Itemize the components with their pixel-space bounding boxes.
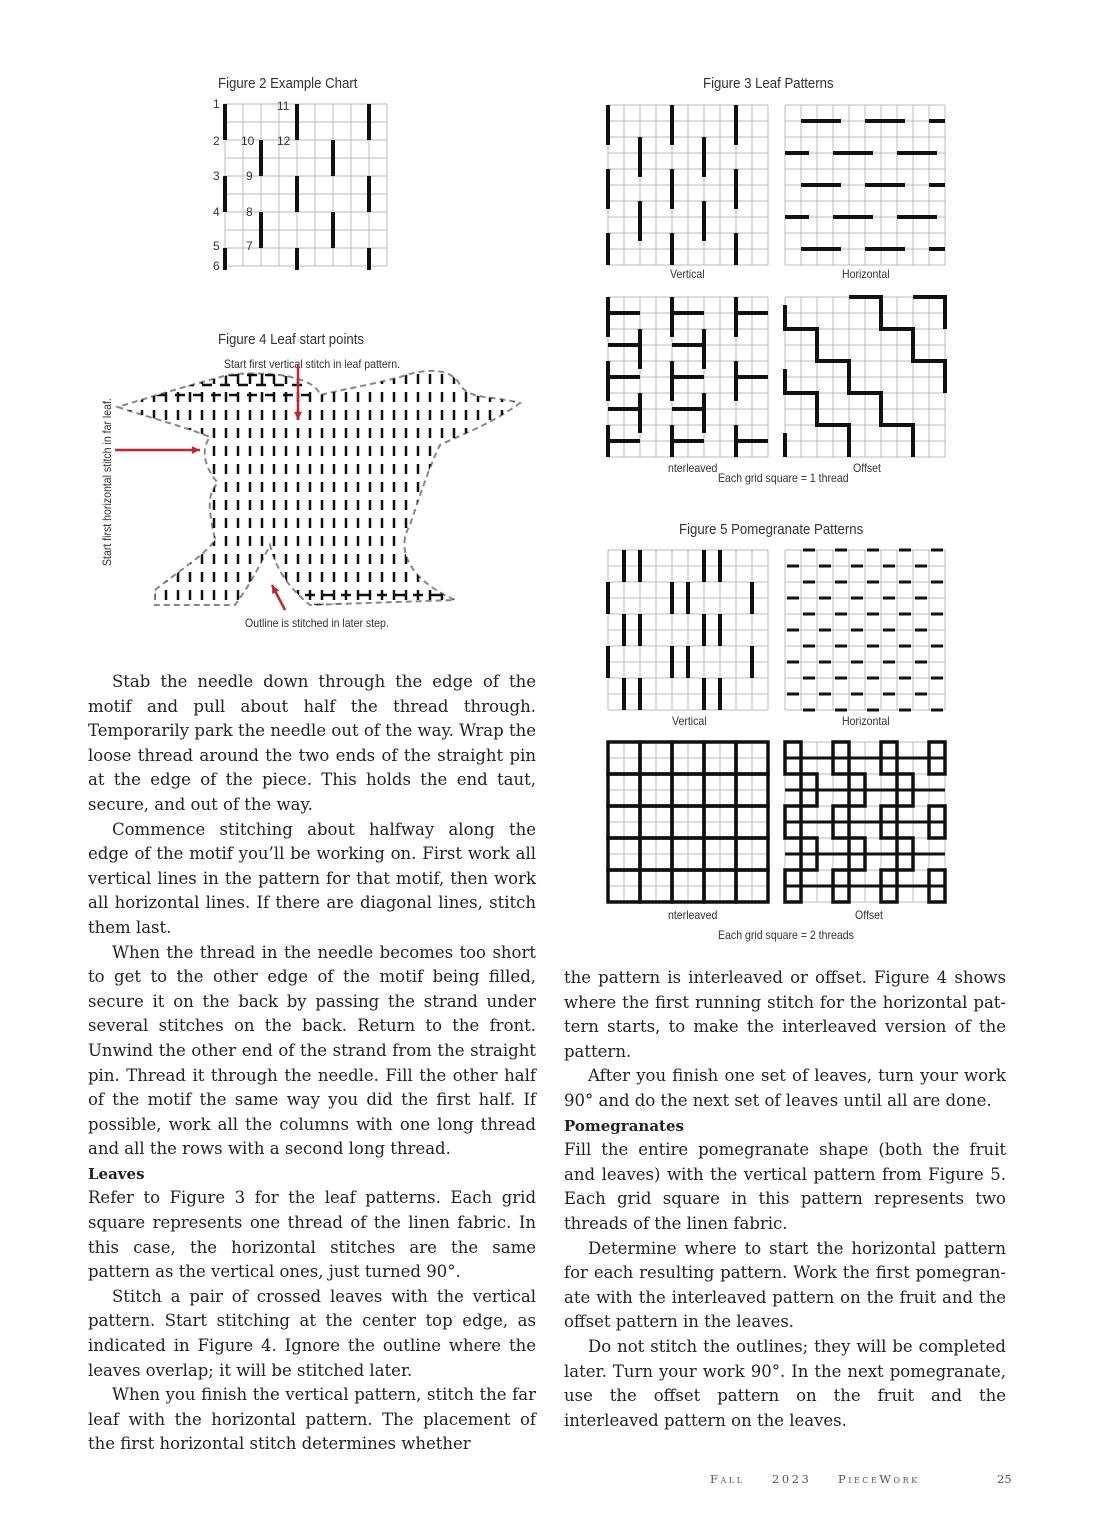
figure-5-label-offset: Offset	[855, 908, 883, 922]
paragraph: Stab the needle down through the edge of the motif and pull about half the thread through. Temporarily park the needle out of the way. Wrap the loose thread around the two ends of the straight pin at the edge of the piece. This holds the end taut, secure, and out of the way.	[88, 672, 536, 814]
chart-step-number: 4	[213, 205, 220, 219]
section-heading: Leaves	[88, 1164, 145, 1183]
paragraph: Do not stitch the outlines; they will be completed later. Turn your work 90°. In the next pomegranate, use the offset pattern on the fruit and the interleaved pattern on the leaves.	[564, 1336, 1006, 1430]
chart-step-number: 6	[213, 259, 220, 273]
chart-grid	[608, 550, 768, 710]
chart-step-number: 1	[213, 97, 220, 111]
figure-3-label-interleaved: nterleaved	[668, 461, 718, 475]
footer-season: Fall	[710, 1472, 745, 1486]
figure-2-caption: Figure 2 Example Chart	[218, 75, 358, 92]
left-text-column	[88, 670, 536, 1457]
chart-step-number: 3	[213, 169, 220, 183]
figure-4-caption: Figure 4 Leaf start points	[218, 331, 365, 348]
paragraph: Fill the entire pomegranate shape (both the fruit and leaves) with the vertical pattern from Figure 5. Each grid square in this pattern represents two threads of the linen fabric.	[564, 1140, 1006, 1233]
chart-step-number: 10	[241, 134, 255, 148]
footer-year: 2023	[772, 1472, 812, 1486]
figure-3-caption: Figure 3 Leaf Patterns	[703, 75, 834, 92]
figure-2-example-chart	[205, 96, 405, 296]
figure-3-label-offset: Offset	[853, 461, 881, 475]
paragraph: After you finish one set of leaves, turn your work 90° and do the next set of leaves until all are done.	[564, 1066, 1006, 1110]
figure-3-leaf-patterns	[603, 100, 953, 460]
footer-magazine: PieceWork	[838, 1472, 920, 1486]
figure-5-pomegranate-patterns	[603, 545, 953, 915]
figure-4-bottom-note: Outline is stitched in later step.	[245, 616, 389, 630]
chart-step-number: 5	[213, 239, 220, 253]
paragraph: When the thread in the needle becomes too short to get to the other edge of the motif being filled, secure it on the back by passing the strand under several stitches on the back. Return to the front. Unwind the other end of the strand from the straight pin. Thread it through the needle. Fill the other half of the motif the same way you did the first half. If possible, work all the columns with one long thread and all the rows with a second long thread.	[88, 942, 536, 1159]
footer-page-number: 25	[997, 1472, 1012, 1486]
figure-4-top-note: Start first vertical stitch in leaf pattern.	[224, 357, 401, 371]
paragraph: Commence stitching about halfway along the edge of the motif you’ll be working on. First work all vertical lines in the pattern for that motif, then work all horizontal lines. If there are diagonal lines, stitch them last.	[88, 819, 536, 937]
arrow-horizontal-start-head	[192, 446, 200, 454]
leaf-outline	[118, 371, 520, 605]
chart-grid	[608, 742, 768, 902]
figure-3-note: Each grid square = 1 thread	[718, 471, 849, 485]
chart-grid	[785, 297, 945, 457]
section-heading: Pomegranates	[564, 1116, 684, 1135]
figure-5-label-horizontal: Horizontal	[842, 714, 890, 728]
paragraph: When you finish the vertical pattern, stitch the far leaf with the horizontal pattern. The placement of the first horizontal stitch determines whether	[88, 1385, 536, 1454]
figure-5-caption: Figure 5 Pomegranate Patterns	[679, 521, 864, 538]
figure-5-label-interleaved: nterleaved	[668, 908, 718, 922]
paragraph: Determine where to start the horizontal pattern for each resulting pattern. Work the first pomegranate with the interleaved pattern on the fruit and the offset pattern in the leaves.	[564, 1238, 1006, 1332]
chart-step-number: 7	[246, 239, 253, 253]
chart-grid	[608, 105, 768, 265]
paragraph: Refer to Figure 3 for the leaf patterns. Each grid square represents one thread of the linen fabric. In this case, the horizontal stitches are the same pattern as the vertical ones, just turned 90°.	[88, 1188, 536, 1282]
chart-step-number: 2	[213, 134, 220, 148]
chart-step-number: 8	[246, 205, 253, 219]
figure-3-label-vertical: Vertical	[670, 267, 705, 281]
right-text-column	[564, 966, 1006, 1433]
chart-step-number: 11	[277, 99, 290, 113]
paragraph: Stitch a pair of crossed leaves with the vertical pattern. Start stitching at the center top edge, as indicated in Figure 4. Ignore the outline where the leaves overlap; it will be stitched later.	[88, 1286, 536, 1380]
figure-3-label-horizontal: Horizontal	[842, 267, 890, 281]
chart-step-number: 9	[246, 169, 253, 183]
figure-4-leaf-start-points	[110, 365, 550, 615]
chart-step-number: 12	[277, 134, 291, 148]
figure-4-side-note: Start first horizontal stitch in far leaf.	[100, 398, 114, 566]
paragraph: the pattern is interleaved or offset. Figure 4 shows where the first running stitch for the horizontal pattern starts, to make the interleaved version of the pattern.	[564, 968, 1006, 1061]
figure-5-label-vertical: Vertical	[672, 714, 707, 728]
figure-5-note: Each grid square = 2 threads	[718, 928, 854, 942]
